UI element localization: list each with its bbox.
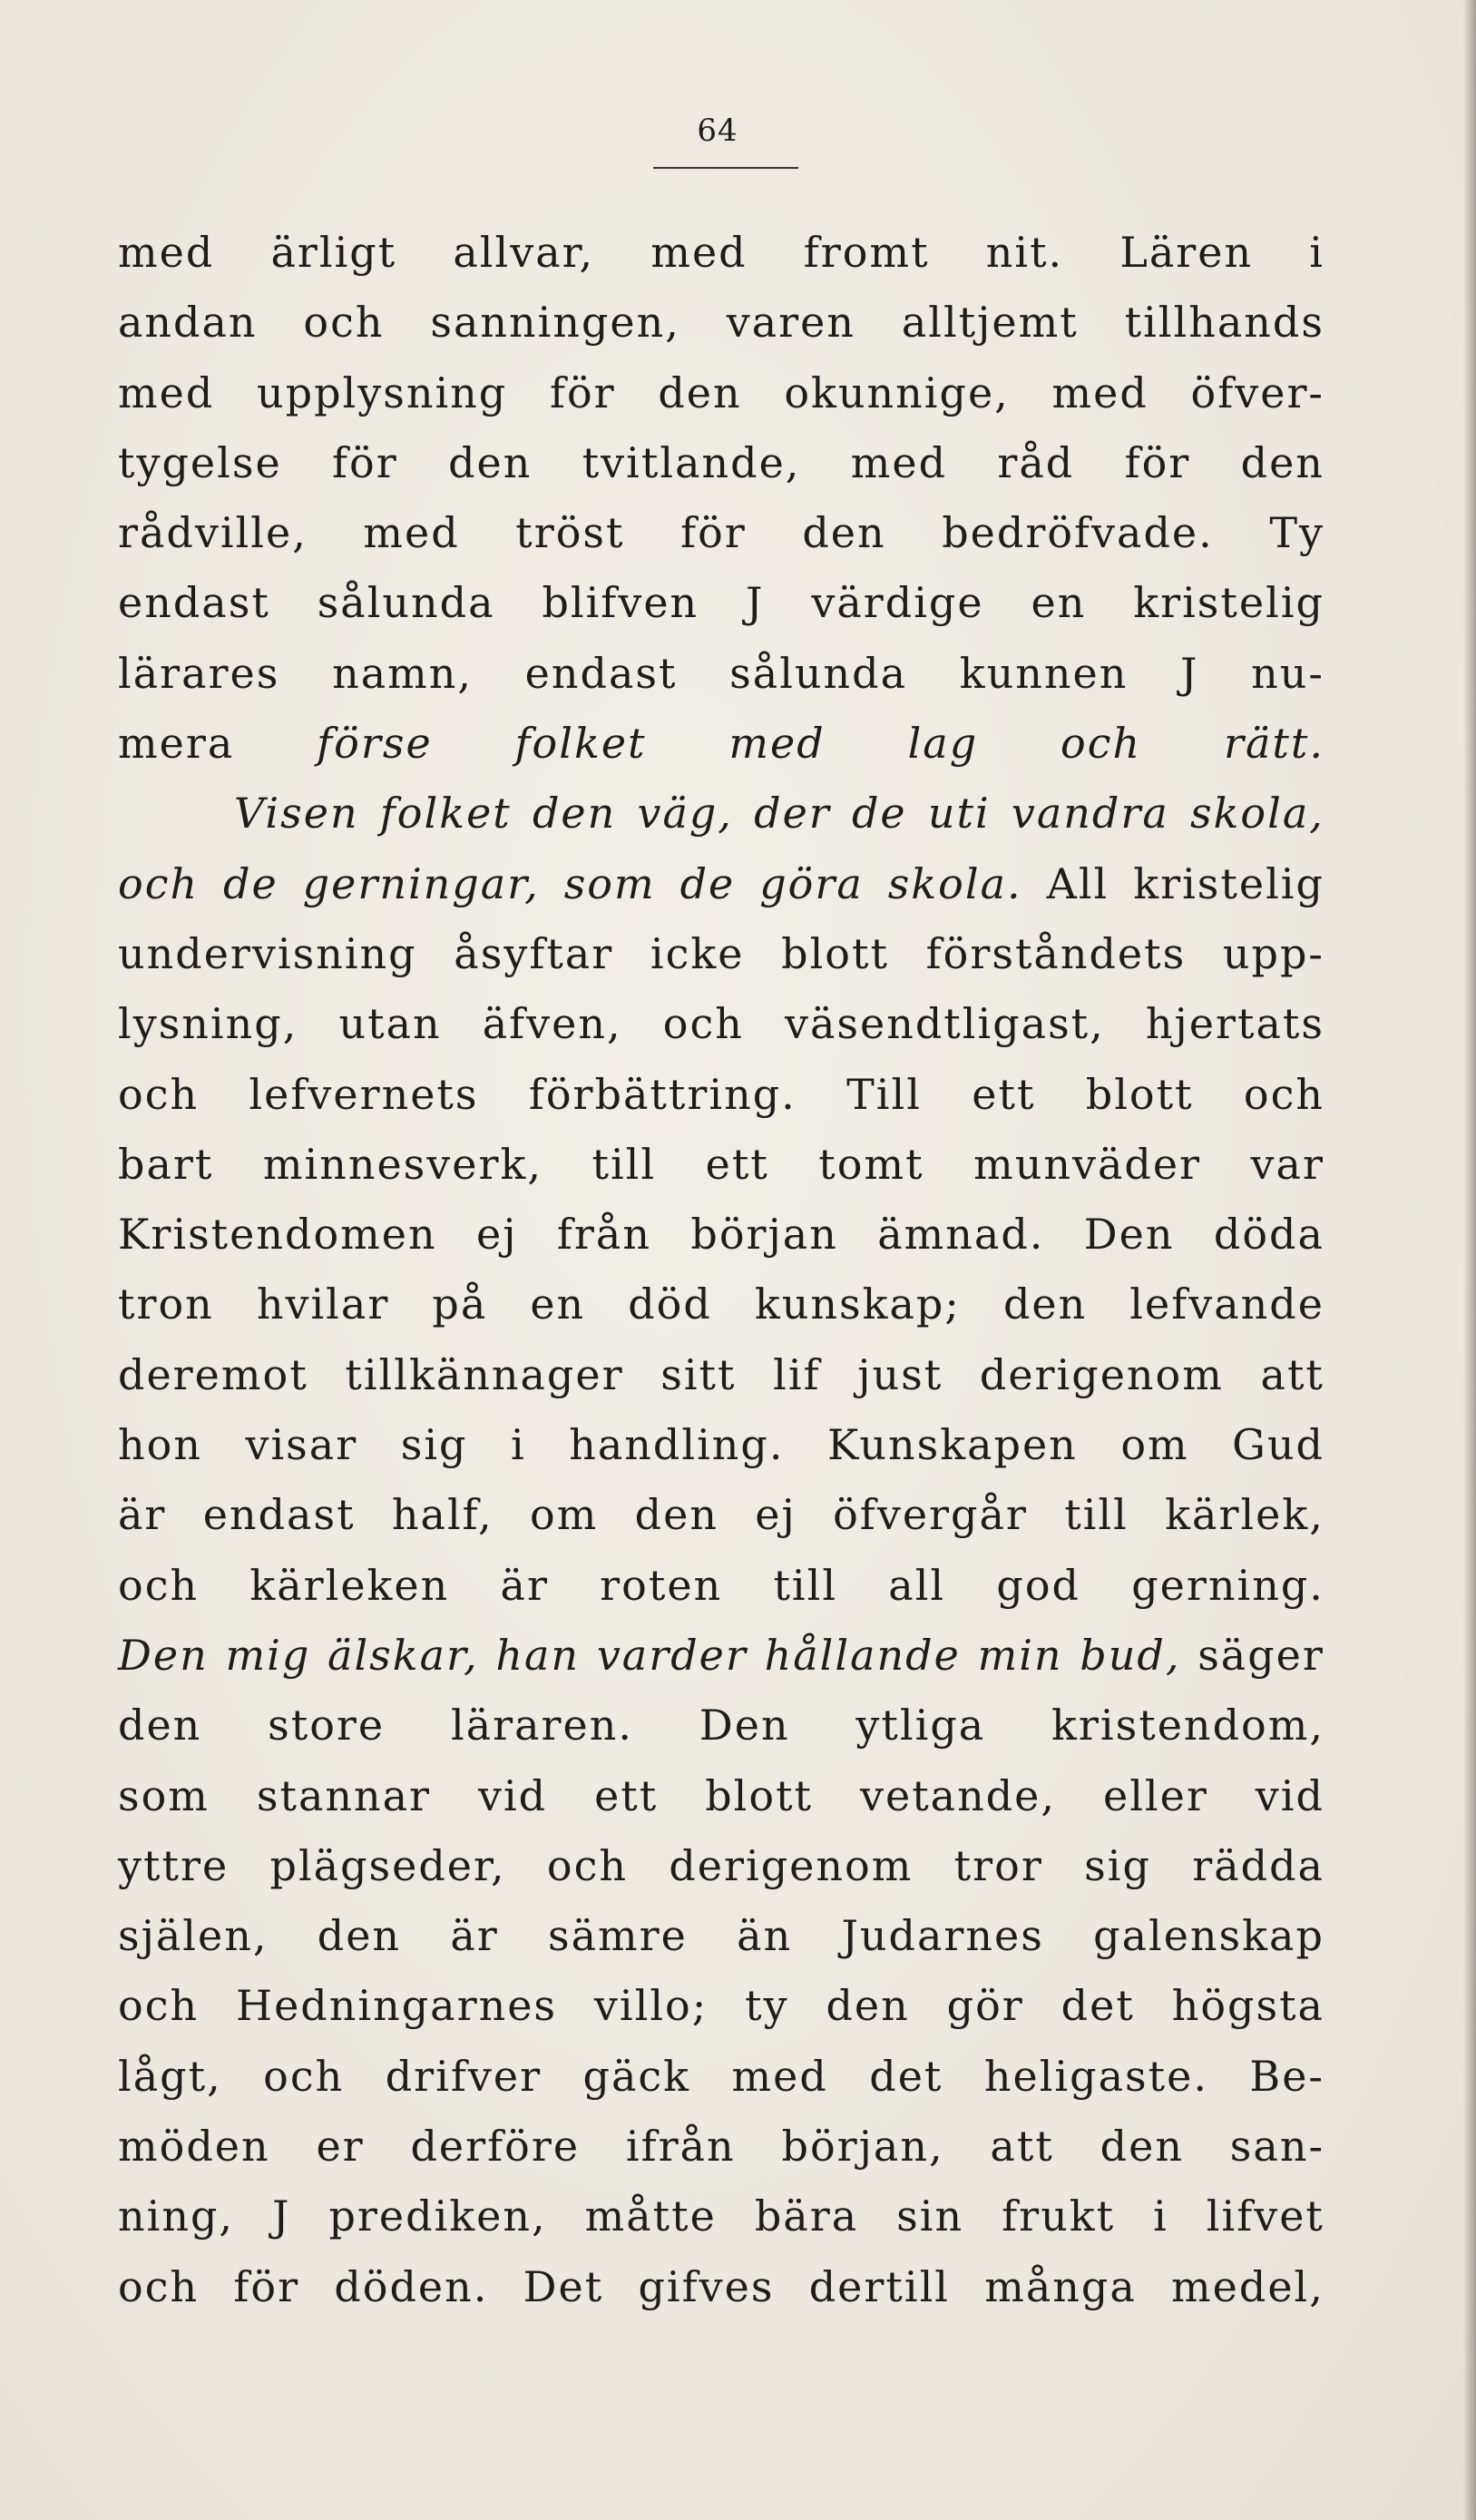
text-line [118,779,1324,848]
word: derföre [410,2122,581,2172]
word: Till [846,1069,922,1119]
text-line [118,568,1324,638]
word: med [731,2051,828,2101]
word: Kunskapen [827,1420,1078,1470]
word: derigenom [979,1349,1224,1399]
word: början [690,1210,838,1260]
word: namn, [332,648,473,698]
word: galenskap [1093,1911,1324,1961]
word: yttre [118,1840,230,1890]
word: sålunda [729,648,908,698]
word: kristelig [1133,858,1324,908]
word: med [850,437,948,487]
word: villo; [593,1981,709,2031]
word: hon [118,1420,202,1470]
word: J [272,2192,291,2241]
word: den [317,1911,402,1961]
word: till [1064,1490,1129,1540]
italic-word: som [563,858,656,908]
word: tvitlande, [582,437,801,487]
word: och [546,1840,629,1890]
word: med [1051,368,1149,417]
word: rädda [1192,1840,1324,1890]
word: ett [705,1139,769,1189]
word: en [1031,578,1087,628]
word: store [268,1701,386,1750]
word: gifves [638,2261,775,2311]
word: högsta [1171,1981,1324,2031]
word: medel, [1171,2261,1324,2311]
word: öfver- [1190,368,1324,417]
word: sin [896,2192,964,2241]
word: om [1120,1420,1189,1470]
text-line [118,2112,1324,2182]
word: fromt [803,228,930,277]
italic-word: och [1061,719,1142,769]
word: från [556,1210,651,1260]
text-line [118,428,1324,498]
italic-word: mig [225,1630,311,1680]
word: den [448,437,533,487]
word: var [1250,1139,1324,1189]
italic-word: gerningar, [302,858,540,908]
text-line [118,218,1324,288]
word: sig [400,1420,468,1470]
text-line [118,1410,1324,1480]
word: säger [1197,1630,1324,1680]
word: det [869,2051,943,2101]
word: rådville, [118,508,308,558]
word: hjertats [1145,999,1324,1049]
word: ej [755,1490,797,1540]
word: andan [118,298,258,348]
word: ej [476,1210,518,1260]
word: hvilar [256,1280,390,1329]
word: visar [245,1420,358,1470]
text-line [118,1761,1324,1831]
word: endast [118,578,270,628]
word: ämnad. [877,1210,1045,1260]
word: endast [524,648,678,698]
word: kärleken [249,1560,450,1610]
word: för [332,437,398,487]
word: bära [754,2192,859,2241]
word: tron [118,1280,214,1329]
text-line [118,2182,1324,2251]
word: er [316,2122,365,2172]
word: nu- [1251,648,1324,698]
italic-word: folket [514,719,647,769]
word: Den [1083,1210,1175,1260]
word: och [118,1560,200,1610]
word: den [826,1981,910,2031]
word: i [1309,228,1324,277]
word: minnesverk, [262,1139,543,1189]
word: död [628,1280,712,1329]
word: Ty [1269,508,1324,558]
word: tröst [515,508,625,558]
word: utan [338,999,442,1049]
word: blott [705,1770,814,1820]
word: sämre [548,1911,688,1961]
word: vid [477,1770,548,1820]
word: för [1124,437,1191,487]
italic-word: förse [317,719,433,769]
word: drifver [385,2051,543,2101]
word: Hedningarnes [235,1981,558,2031]
text-line [118,1340,1324,1410]
text-line [118,288,1324,358]
word: god [996,1560,1080,1610]
word: lärares [118,648,280,698]
word: lysning, [118,999,298,1049]
word: J [746,578,765,628]
word: ifrån [625,2122,736,2172]
word: den [658,368,742,417]
word: ty [745,1981,789,2031]
word: kristelig [1133,578,1324,628]
text-line [118,1621,1324,1691]
word: en [530,1280,586,1329]
word: tillhands [1124,298,1324,348]
word: gerning. [1131,1560,1324,1610]
text-line [118,1130,1324,1200]
word: sitt [660,1349,737,1399]
word: frukt [1002,2192,1116,2241]
word: och [1243,1069,1324,1119]
word: sanningen, [430,298,680,348]
italic-word: de [851,789,907,838]
word: läraren. [450,1701,633,1750]
text-line [118,1551,1324,1621]
word: stannar [256,1770,432,1820]
word: döden. [334,2261,489,2311]
word: i [1153,2192,1168,2241]
italic-word: älskar, [327,1630,479,1680]
italic-word: och [118,858,200,908]
italic-word: de [679,858,736,908]
word: äfven, [482,999,622,1049]
text-line [118,849,1324,919]
word: munväder [973,1139,1202,1189]
word: för [680,508,747,558]
word: och [118,1069,200,1119]
word: värdige [811,578,984,628]
italic-word: vandra [1011,789,1169,838]
word: Kristendomen [118,1210,437,1260]
word: endast [202,1490,356,1540]
word: att [990,2122,1054,2172]
word: bart [118,1139,214,1189]
italic-word: varder [596,1630,748,1680]
word: än [737,1911,793,1961]
text-line [118,1691,1324,1760]
word: förbättring. [528,1069,797,1119]
word: upplysning [257,368,508,417]
word: gäck [582,2051,691,2101]
word: till [591,1139,657,1189]
word: alltjemt [901,298,1079,348]
word: för [549,368,616,417]
word: half, [391,1490,494,1540]
text-line [118,2252,1324,2322]
text-line [118,709,1324,779]
word: Det [523,2261,604,2311]
word: och [662,999,744,1049]
text-line [118,639,1324,709]
word: med [118,228,215,277]
word: okunnige, [784,368,1010,417]
word: bedröfvade. [942,508,1214,558]
italic-word: lag [907,719,979,769]
word: om [530,1490,599,1540]
word: all [888,1560,946,1610]
italic-word: Visen [234,789,359,838]
italic-word: de [223,858,279,908]
word: och [303,298,385,348]
word: ett [594,1770,659,1820]
text-line [118,1270,1324,1339]
word: vetande, [859,1770,1057,1820]
word: upp- [1222,928,1324,978]
text-line [118,1060,1324,1130]
word: lefvernets [249,1069,479,1119]
word: tror [953,1840,1043,1890]
word: just [857,1349,943,1399]
word: san- [1229,2122,1324,2172]
text-line [118,498,1324,568]
word: lefvande [1129,1280,1324,1329]
word: tillkännager [345,1349,624,1399]
word: och [118,2261,200,2311]
body-text [118,218,1324,2322]
word: måtte [584,2192,717,2241]
word: som [118,1770,210,1820]
word: handling. [569,1420,785,1470]
text-line [118,1480,1324,1550]
word: med [118,368,215,417]
italic-word: hållande [764,1630,961,1680]
italic-word: bud, [1080,1630,1181,1680]
word: ytliga [855,1701,986,1750]
text-line [118,1971,1324,2041]
word: blott [1085,1069,1194,1119]
word: sålunda [317,578,495,628]
word: eller [1102,1770,1208,1820]
word: på [432,1280,488,1329]
word: är [500,1560,549,1610]
header-rule [653,167,798,169]
word: förståndets [925,928,1187,978]
word: är [450,1911,499,1961]
italic-word: Den [118,1630,209,1680]
italic-word: göra [759,858,864,908]
word: det [1061,1981,1135,2031]
word: Judarnes [841,1911,1044,1961]
page-edge-shadow [1463,0,1476,2520]
word: kunskap; [754,1280,961,1329]
word: åsyftar [454,928,614,978]
word: lifvet [1206,2192,1324,2241]
word: den [1100,2122,1184,2172]
word: själen, [118,1911,269,1961]
word: i [511,1420,526,1470]
word: icke [650,928,745,978]
word: med [650,228,748,277]
word: sig [1084,1840,1151,1890]
word: derigenom [669,1840,914,1890]
italic-word: med [728,719,826,769]
word: den [634,1490,718,1540]
word: mera [118,719,235,769]
text-line [118,358,1324,428]
italic-word: den [532,789,617,838]
italic-word: uti [927,789,991,838]
word: ärligt [270,228,397,277]
text-line [118,1200,1324,1270]
word: allvar, [453,228,595,277]
word: att [1260,1349,1324,1399]
word: med [363,508,460,558]
word: heligaste. [983,2051,1208,2101]
word: tomt [818,1139,924,1189]
word: kristendom, [1051,1701,1324,1750]
word: för [233,2261,300,2311]
word: kunnen [959,648,1129,698]
italic-word: der [754,789,831,838]
word: döda [1213,1210,1324,1260]
word: ning, [118,2192,235,2241]
word: blifven [542,578,699,628]
word: J [1180,648,1199,698]
word: är [118,1490,167,1540]
word: dertill [808,2261,950,2311]
word: den [802,508,886,558]
word: All [1046,858,1109,908]
page-number: 64 [697,113,738,149]
word: Lären [1119,228,1254,277]
word: Gud [1232,1420,1324,1470]
word: råd [997,437,1075,487]
word: och [118,1981,200,2031]
italic-word: skola. [887,858,1022,908]
text-line [118,2042,1324,2112]
text-line [118,989,1324,1059]
word: Be- [1249,2051,1324,2101]
word: nit. [985,228,1064,277]
word: den [1002,1280,1088,1329]
italic-word: folket [379,789,512,838]
word: och [263,2051,345,2101]
word: tygelse [118,437,282,487]
word: gör [946,1981,1024,2031]
word: kärlek, [1165,1490,1324,1540]
word: plägseder, [269,1840,506,1890]
text-line [118,1901,1324,1971]
word: deremot [118,1349,308,1399]
text-line [118,919,1324,989]
word: vid [1255,1770,1324,1820]
word: prediken, [328,2192,547,2241]
italic-word: min [977,1630,1063,1680]
italic-word: väg, [637,789,733,838]
word: roten [600,1560,723,1610]
word: möden [118,2122,270,2172]
word: till [773,1560,838,1610]
word: blott [781,928,889,978]
word: öfvergår [833,1490,1028,1540]
word: den [118,1701,202,1750]
text-line [118,1831,1324,1901]
word: den [1240,437,1324,487]
word: lif [773,1349,821,1399]
word: ett [972,1069,1036,1119]
word: många [984,2261,1137,2311]
word: början, [781,2122,944,2172]
word: undervisning [118,928,417,978]
italic-word: rätt. [1223,719,1324,769]
word: Den [699,1701,790,1750]
word: lågt, [118,2051,222,2101]
italic-word: skola, [1189,789,1324,838]
word: varen [726,298,855,348]
italic-word: han [495,1630,581,1680]
word: väsendtligast, [784,999,1105,1049]
